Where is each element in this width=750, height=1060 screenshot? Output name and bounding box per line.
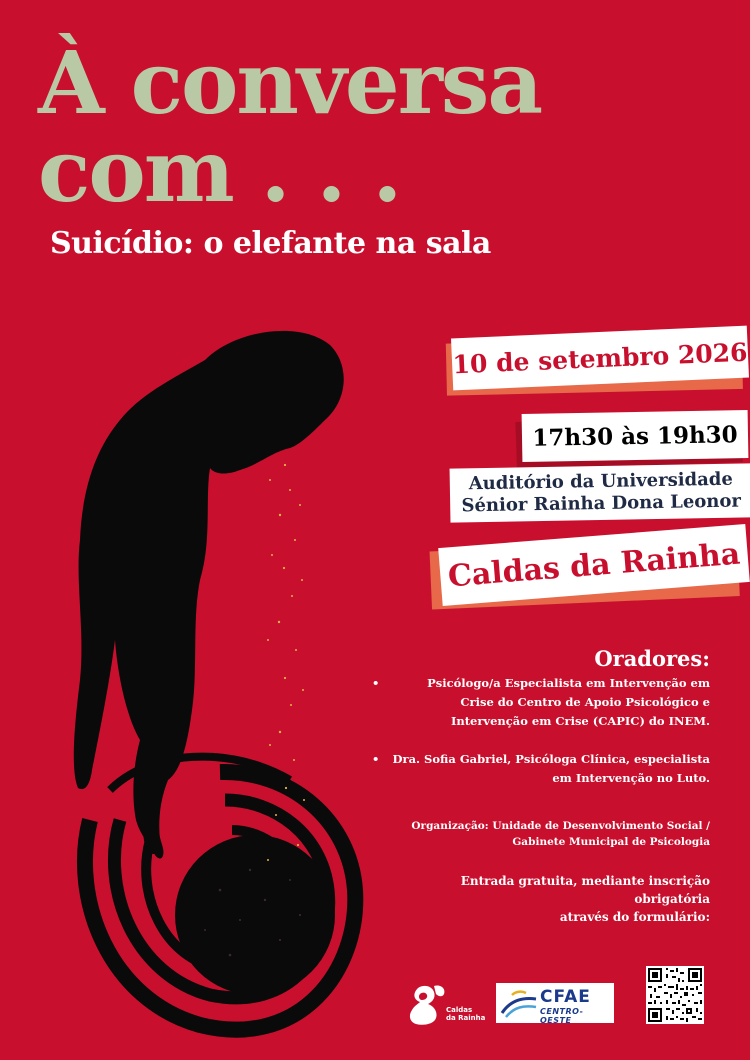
organization-note [410,818,710,850]
registration-line-1: Entrada gratuita, mediante inscrição obrigatória [460,874,710,906]
time-tag [522,410,749,462]
registration-qr-code[interactable] [646,966,704,1024]
bullet-icon: • [372,676,380,690]
event-venue [450,463,750,522]
venue-line-2: Sénior Rainha Dona Leonor [461,490,742,517]
speakers-heading: Oradores: [594,646,710,671]
globe-shape [175,835,335,995]
speaker-text: Psicólogo/a Especialista em Intervenção em Crise do Centro de Apoio Psicológico e Intervenção em Crise (CAPIC) do INEM. [427,676,710,728]
date-tag [451,326,749,391]
cfae-logo [496,983,614,1023]
bullet-icon: • [372,752,380,766]
cfae-name: CFAE [540,987,591,1007]
speaker-item [372,750,710,788]
organization-line-2: Gabinete Municipal de Psicologia [512,836,710,848]
title-line-1: À conversa [38,33,542,134]
venue-line-1: Auditório da Universidade [468,468,734,495]
venue-tag [450,463,750,522]
registration-note [390,872,710,926]
event-city: Caldas da Rainha [438,524,750,606]
event-date: 10 de setembro 2026 [451,326,749,391]
event-time: 17h30 às 19h30 [522,410,749,462]
organization-line-1: Organização: Unidade de Desenvolvimento Social / [411,820,710,832]
title-line-2: com . . . [38,121,401,222]
caldas-logo-line-2: da Rainha [446,1014,486,1022]
page-title [38,33,542,222]
caldas-logo-text [446,1006,485,1022]
speaker-item [372,674,710,731]
page-subtitle: Suicídio: o elefante na sala [50,226,491,261]
registration-line-2: através do formulário: [559,910,710,924]
silhouette-illustration [0,300,420,1060]
figure-silhouette [74,331,344,854]
city-tag [438,524,750,606]
caldas-logo-line-1: Caldas [446,1006,473,1014]
speakers-list [372,674,710,807]
speaker-text: Dra. Sofia Gabriel, Psicóloga Clínica, especialista em Intervenção no Luto. [392,752,710,785]
cfae-swoosh-icon [498,983,540,1023]
cfae-subtitle: CENTRO-OESTE [540,1007,584,1025]
